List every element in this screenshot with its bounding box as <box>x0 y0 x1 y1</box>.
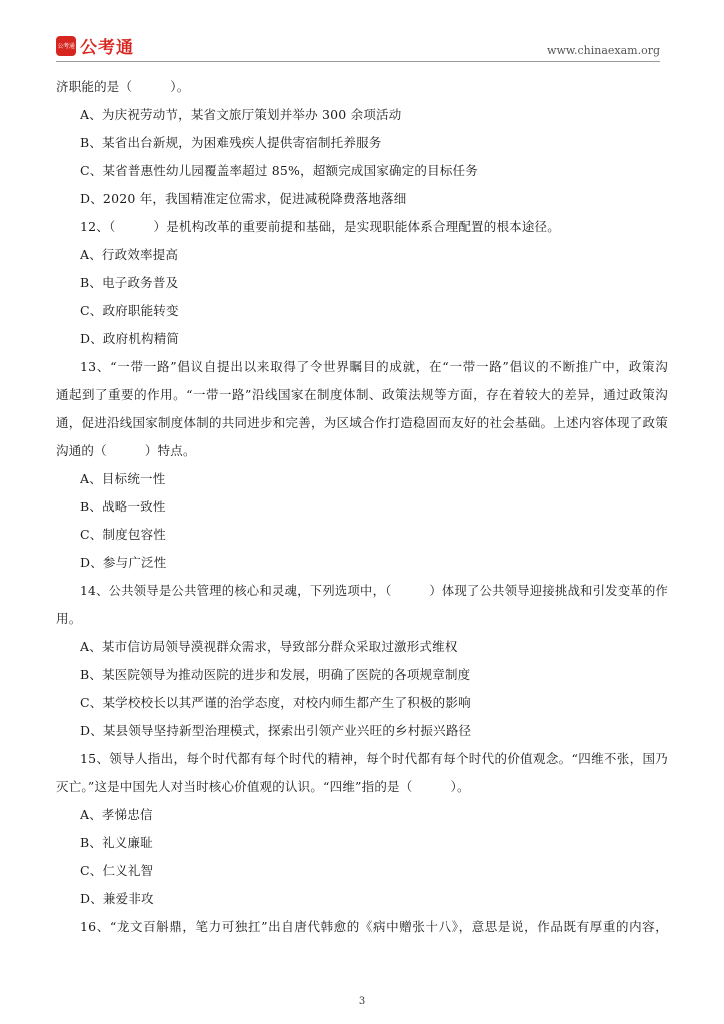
text-line: 用。 <box>56 611 82 626</box>
text-line: 15、领导人指出，每个时代都有每个时代的精神，每个时代都有每个时代的价值观念。“四维不张，国乃 <box>80 751 668 766</box>
text-line: 沟通的（ ）特点。 <box>56 443 196 458</box>
logo-badge-icon: 公考通 <box>56 36 76 56</box>
text-line: C、仁义礼智 <box>80 863 154 878</box>
page-header <box>0 0 724 64</box>
text-line: B、电子政务普及 <box>80 275 179 290</box>
text-line: D、2020 年，我国精准定位需求，促进减税降费落地落细 <box>80 191 407 206</box>
text-line: 济职能的是（ ）。 <box>56 79 190 94</box>
site-url[interactable]: www.chinaexam.org <box>547 44 660 57</box>
text-line: C、政府职能转变 <box>80 303 179 318</box>
text-line: B、某医院领导为推动医院的进步和发展，明确了医院的各项规章制度 <box>80 667 471 682</box>
document-body <box>56 73 668 941</box>
text-line: 通，促进沿线国家制度体制的共同进步和完善，为区域合作打造稳固而友好的社会基础。上述内容体现了政策 <box>56 415 668 430</box>
logo-text: 公考通 <box>80 38 134 58</box>
text-line: 12、（ ）是机构改革的重要前提和基础，是实现职能体系合理配置的根本途径。 <box>80 219 560 234</box>
text-line: C、某省普惠性幼儿园覆盖率超过 85%，超额完成国家确定的目标任务 <box>80 163 478 178</box>
text-line: A、孝悌忠信 <box>80 807 153 822</box>
text-line: 灭亡。”这是中国先人对当时核心价值观的认识。“四维”指的是（ ）。 <box>56 779 470 794</box>
page-number: 3 <box>358 996 366 1007</box>
text-line: 通起到了重要的作用。“一带一路”沿线国家在制度体制、政策法规等方面，存在着较大的差异，通过政策沟 <box>56 387 668 402</box>
text-line: B、礼义廉耻 <box>80 835 153 850</box>
text-line: A、为庆祝劳动节，某省文旅厅策划并举办 300 余项活动 <box>80 107 402 122</box>
text-line: B、战略一致性 <box>80 499 166 514</box>
text-line: 16、“龙文百斛鼎，笔力可独扛”出自唐代韩愈的《病中赠张十八》，意思是说，作品既有厚重的内容， <box>80 919 668 934</box>
text-line: D、某县领导坚持新型治理模式，探索出引领产业兴旺的乡村振兴路径 <box>80 723 472 738</box>
brand-logo[interactable] <box>56 33 134 58</box>
text-line: 13、“一带一路”倡议自提出以来取得了令世界瞩目的成就，在“一带一路”倡议的不断推广中，政策沟 <box>80 359 668 374</box>
text-line: B、某省出台新规，为困难残疾人提供寄宿制托养服务 <box>80 135 382 150</box>
text-line: C、制度包容性 <box>80 527 166 542</box>
text-line: C、某学校校长以其严谨的治学态度，对校内师生都产生了积极的影响 <box>80 695 471 710</box>
text-line: D、政府机构精简 <box>80 331 180 346</box>
header-divider <box>56 61 660 62</box>
text-line: 14、公共领导是公共管理的核心和灵魂，下列选项中，（ ）体现了公共领导迎接挑战和引发变革的作 <box>80 584 668 598</box>
text-line: D、兼爱非攻 <box>80 891 154 906</box>
text-line: A、行政效率提高 <box>80 247 179 262</box>
text-line: D、参与广泛性 <box>80 555 167 570</box>
text-line: A、目标统一性 <box>80 471 166 486</box>
text-line: A、某市信访局领导漠视群众需求，导致部分群众采取过激形式维权 <box>80 639 458 654</box>
